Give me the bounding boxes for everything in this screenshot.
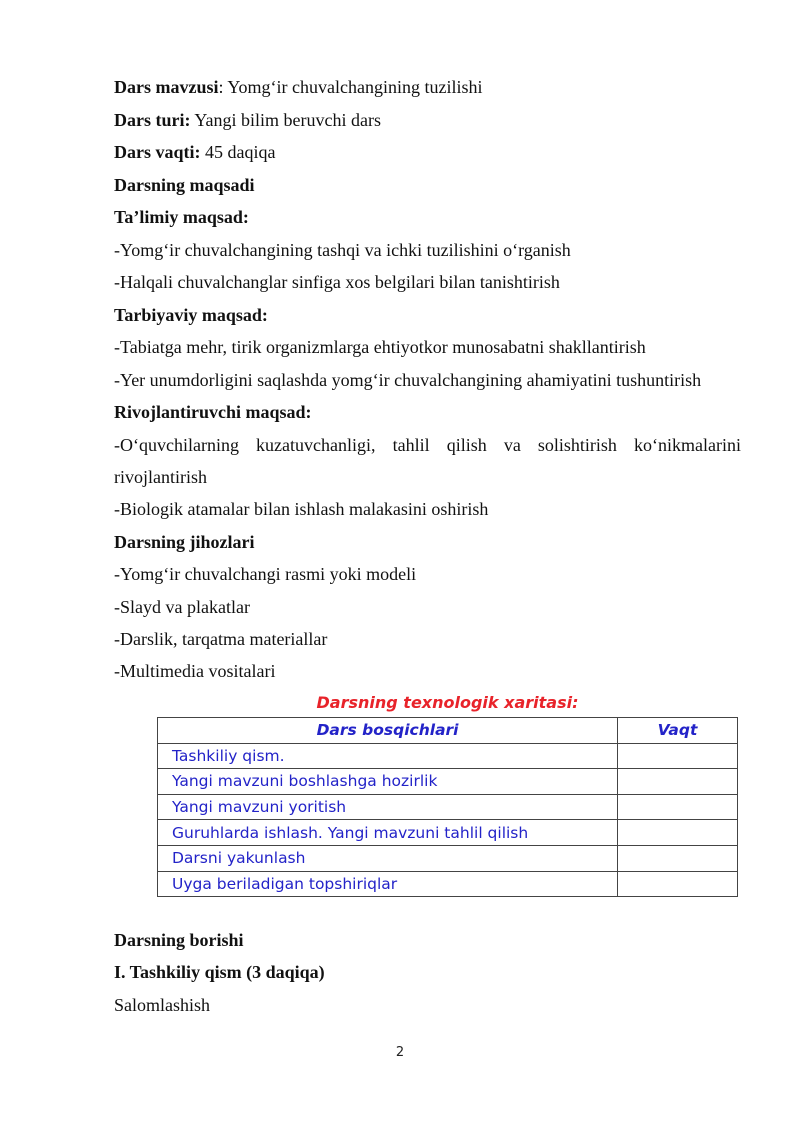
lesson-topic-colon: :	[218, 77, 224, 97]
lesson-time	[114, 141, 275, 163]
equipment-item: -Yomg‘ir chuvalchangi rasmi yoki modeli	[114, 564, 417, 584]
table-row	[158, 871, 738, 897]
lesson-time-value: 45 daqiqa	[200, 142, 276, 162]
stage-cell: Guruhlarda ishlash. Yangi mavzuni tahlil qilish	[158, 820, 618, 846]
column-header-stages: Dars bosqichlari	[158, 718, 618, 744]
equipment-item: -Multimedia vositalari	[114, 661, 276, 681]
equipment-item: -Darslik, tarqatma materiallar	[114, 629, 328, 649]
stage-cell: Yangi mavzuni yoritish	[158, 794, 618, 820]
equipment-heading: Darsning jihozlari	[114, 532, 255, 552]
column-header-time: Vaqt	[618, 718, 738, 744]
developmental-goal-item: -Biologik atamalar bilan ishlash malakasini oshirish	[114, 499, 489, 519]
time-cell	[618, 845, 738, 871]
table-row	[158, 769, 738, 795]
developmental-goal-item-continued: rivojlantirish	[114, 467, 207, 487]
stage-cell: Tashkiliy qism.	[158, 743, 618, 769]
educational-goal-item: -Halqali chuvalchanglar sinfiga xos belgilari bilan tanishtirish	[114, 272, 560, 292]
lesson-type-label: Dars turi:	[114, 110, 191, 130]
upbringing-goal-heading: Tarbiyaviy maqsad:	[114, 305, 268, 325]
developmental-goal-item: -O‘quvchilarning kuzatuvchanligi, tahlil qilish va solishtirish ko‘nikmalarini	[114, 435, 741, 455]
lesson-type-value: Yangi bilim beruvchi dars	[190, 110, 381, 130]
section-heading: I. Tashkiliy qism (3 daqiqa)	[114, 962, 325, 982]
table-header-row	[158, 718, 738, 744]
table-row	[158, 743, 738, 769]
upbringing-goal-item: -Yer unumdorligini saqlashda yomg‘ir chuvalchangining ahamiyatini tushuntirish	[114, 370, 702, 390]
lesson-topic-value: Yomg‘ir chuvalchangining tuzilishi	[223, 77, 483, 97]
time-cell	[618, 794, 738, 820]
lesson-topic	[114, 76, 483, 98]
table-row	[158, 820, 738, 846]
table-row	[158, 794, 738, 820]
stage-cell: Uyga beriladigan topshiriqlar	[158, 871, 618, 897]
section-text: Salomlashish	[114, 995, 211, 1015]
time-cell	[618, 743, 738, 769]
lesson-topic-label: Dars mavzusi	[114, 77, 219, 97]
lesson-time-label: Dars vaqti:	[114, 142, 201, 162]
process-heading: Darsning borishi	[114, 930, 244, 950]
table-row	[158, 845, 738, 871]
equipment-item: -Slayd va plakatlar	[114, 597, 250, 617]
stage-cell: Yangi mavzuni boshlashga hozirlik	[158, 769, 618, 795]
tech-map-title: Darsning texnologik xaritasi:	[316, 693, 579, 712]
goals-heading: Darsning maqsadi	[114, 175, 255, 195]
educational-goal-heading: Ta’limiy maqsad:	[114, 207, 249, 227]
developmental-goal-heading: Rivojlantiruvchi maqsad:	[114, 402, 312, 422]
tech-map-table	[157, 717, 738, 897]
time-cell	[618, 871, 738, 897]
time-cell	[618, 820, 738, 846]
educational-goal-item: -Yomg‘ir chuvalchangining tashqi va ichki tuzilishini o‘rganish	[114, 240, 571, 260]
time-cell	[618, 769, 738, 795]
upbringing-goal-item: -Tabiatga mehr, tirik organizmlarga ehtiyotkor munosabatni shakllantirish	[114, 337, 646, 357]
lesson-type	[114, 109, 381, 131]
stage-cell: Darsni yakunlash	[158, 845, 618, 871]
page-number: 2	[395, 1045, 405, 1060]
